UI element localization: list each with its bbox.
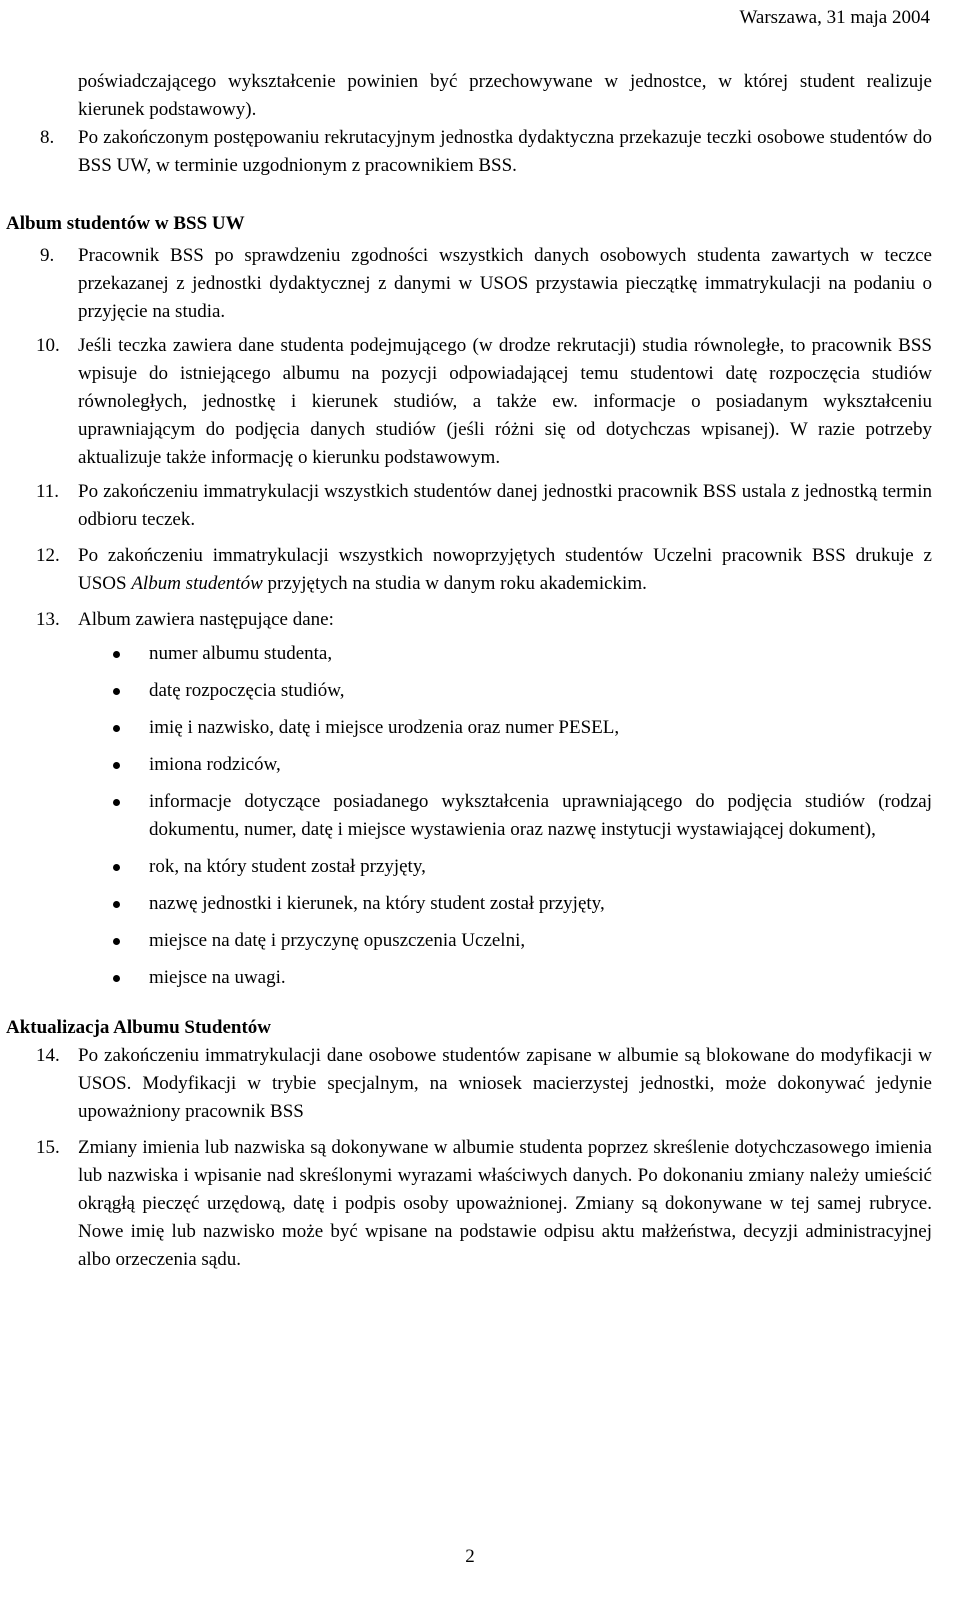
bullet-icon	[113, 975, 120, 982]
item-text: Album zawiera następujące dane:	[78, 609, 334, 630]
list-item-9	[6, 242, 932, 326]
list-item-8	[6, 124, 932, 180]
bullet-icon	[113, 762, 120, 769]
document-body	[6, 68, 932, 1274]
bullet-text: miejsce na uwagi.	[149, 967, 286, 988]
album-contents-list	[6, 640, 932, 992]
bullet-icon	[113, 938, 120, 945]
page-number: 2	[465, 1546, 475, 1567]
bullet-icon	[113, 901, 120, 908]
bullet-icon	[113, 864, 120, 871]
item-text: Po zakończeniu immatrykulacji wszystkich studentów danej jednostki pracownik BSS ustala z jednostką termin odbioru teczek.	[78, 481, 932, 530]
bullet-item	[6, 751, 932, 779]
document-date: Warszawa, 31 maja 2004	[739, 7, 930, 28]
item-number: 8.	[40, 127, 55, 148]
list-item-10	[6, 332, 932, 472]
bullet-item	[6, 677, 932, 705]
bullet-text: rok, na który student został przyjęty,	[149, 856, 426, 877]
item-text: Po zakończeniu immatrykulacji dane osobowe studentów zapisane w albumie są blokowane do modyfikacji w USOS. Modyfikacji w trybie specjalnym, na wniosek macierzystej jednostki, może dokonywać jedynie upoważniony pracownik BSS	[78, 1045, 932, 1122]
item-number: 10.	[36, 335, 60, 356]
item-text-italic: Album studentów	[131, 573, 263, 594]
bullet-text: datę rozpoczęcia studiów,	[149, 680, 345, 701]
bullet-icon	[113, 651, 120, 658]
list-item-11	[6, 478, 932, 534]
list-item-14	[6, 1042, 932, 1126]
item-text-before: Po zakończeniu immatrykulacji wszystkich nowoprzyjętych studentów Uczelni pracownik BSS drukuje z USOS	[78, 545, 932, 594]
bullet-item	[6, 714, 932, 742]
list-item-15	[6, 1134, 932, 1274]
item-text-after: przyjętych na studia w danym roku akademickim.	[262, 573, 647, 594]
bullet-item	[6, 853, 932, 881]
bullet-item	[6, 890, 932, 918]
bullet-icon	[113, 799, 120, 806]
item-number: 14.	[36, 1045, 60, 1066]
bullet-text: imiona rodziców,	[149, 754, 281, 775]
item-text: Zmiany imienia lub nazwiska są dokonywane w albumie studenta poprzez skreślenie dotychczasowego imienia lub nazwiska i wpisanie nad skreślonymi wyrazami właściwych danych. Po dokonaniu zmiany należy umieścić okrągłą pieczęć urzędową, datę i podpis osoby upoważnionej. Zmiany są dokonywane w tej samej rubryce. Nowe imię lub nazwisko może być wpisane na podstawie odpisu aktu małżeństwa, decyzji administracyjnej albo orzeczenia sądu.	[78, 1137, 932, 1270]
item-number: 12.	[36, 545, 60, 566]
bullet-item	[6, 927, 932, 955]
list-item-12	[6, 542, 932, 598]
item-number: 15.	[36, 1137, 60, 1158]
list-item-13	[6, 606, 932, 634]
item-number: 13.	[36, 609, 60, 630]
bullet-icon	[113, 725, 120, 732]
item-number: 9.	[40, 245, 55, 266]
item-text: Jeśli teczka zawiera dane studenta podejmującego (w drodze rekrutacji) studia równoległe, to pracownik BSS wpisuje do istniejącego albumu na pozycji odpowiadającej temu studentowi datę rozpoczęcia studiów równoległych, jednostkę i kierunek studiów, a także ew. informacje o posiadanym wykształceniu uprawniającym do podjęcia danych studiów (jeśli różni się od dotychczas wpisanej). W razie potrzeby aktualizuje także informację o kierunku podstawowym.	[78, 335, 932, 468]
bullet-item	[6, 640, 932, 668]
section-heading-update: Aktualizacja Albumu Studentów	[6, 1017, 271, 1038]
section-heading-album: Album studentów w BSS UW	[6, 213, 245, 234]
bullet-item	[6, 964, 932, 992]
bullet-text: informacje dotyczące posiadanego wykształcenia uprawniającego do podjęcia studiów (rodzaj dokumentu, numer, datę i miejsce wystawienia oraz nazwę instytucji wystawiającej dokument),	[149, 791, 932, 840]
item-text: Pracownik BSS po sprawdzeniu zgodności wszystkich danych osobowych studenta zawartych w teczce przekazanej z jednostki dydaktycznej z danymi w USOS przystawia pieczątkę immatrykulacji na podaniu o przyjęcie na studia.	[78, 245, 932, 322]
bullet-icon	[113, 688, 120, 695]
intro-continuation: poświadczającego wykształcenie powinien być przechowywane w jednostce, w której student realizuje kierunek podstawowy).	[78, 71, 932, 120]
item-text: Po zakończonym postępowaniu rekrutacyjnym jednostka dydaktyczna przekazuje teczki osobowe studentów do BSS UW, w terminie uzgodnionym z pracownikiem BSS.	[78, 127, 932, 176]
bullet-text: numer albumu studenta,	[149, 643, 333, 664]
item-number: 11.	[36, 481, 60, 502]
bullet-text: miejsce na datę i przyczynę opuszczenia Uczelni,	[149, 930, 526, 951]
bullet-item	[6, 788, 932, 844]
bullet-text: imię i nazwisko, datę i miejsce urodzenia oraz numer PESEL,	[149, 717, 620, 738]
bullet-text: nazwę jednostki i kierunek, na który student został przyjęty,	[149, 893, 605, 914]
